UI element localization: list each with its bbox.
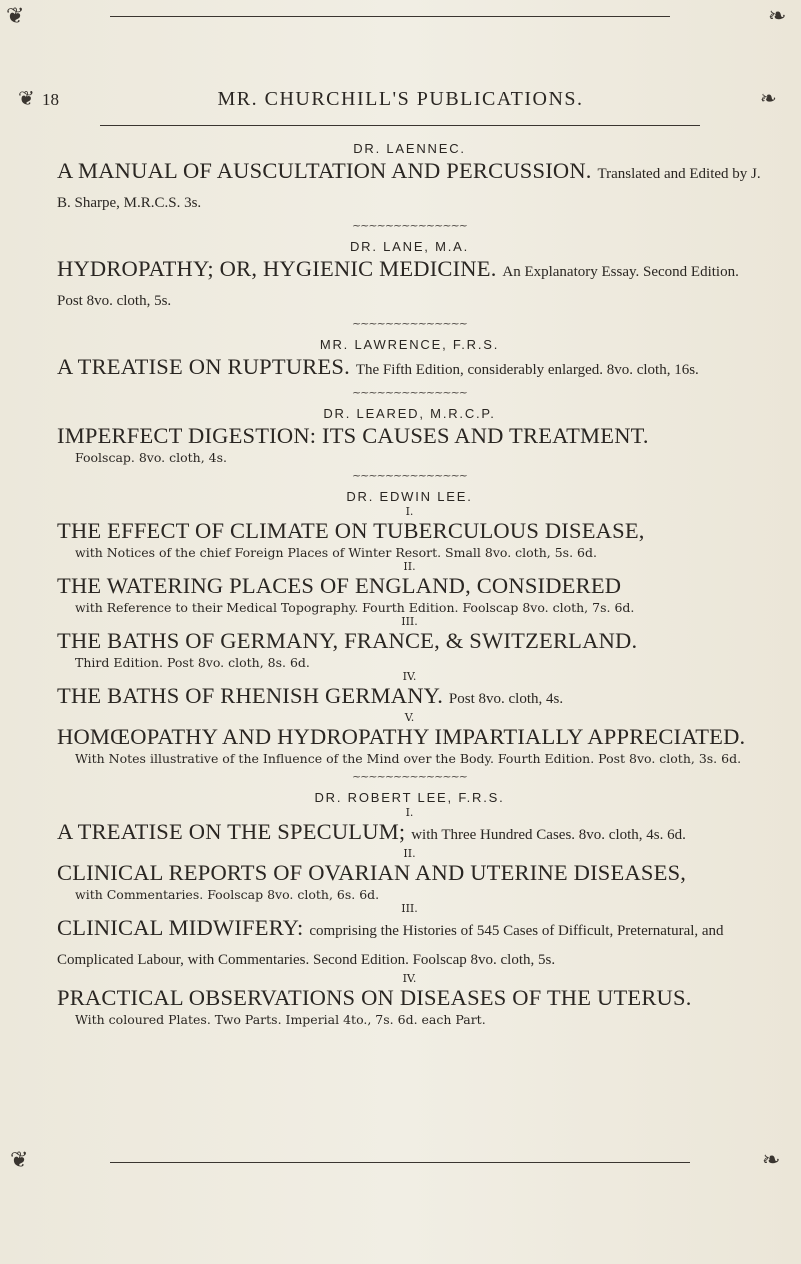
work-title: HOMŒOPATHY AND HYDROPATHY IMPARTIALLY APPRECIATED. (57, 724, 746, 749)
work-number: I. (405, 806, 414, 819)
work-title: A TREATISE ON RUPTURES. The Fifth Edition, considerably enlarged. 8vo. cloth, 16s. (57, 354, 699, 379)
work-number: IV. (402, 670, 417, 683)
work-number: I. (405, 505, 414, 518)
work-number: V. (404, 711, 415, 724)
work-number: II. (403, 847, 416, 860)
work-number: III. (401, 902, 418, 915)
top-left-fleuron-icon: ❦ (6, 4, 25, 29)
work-title: HYDROPATHY; OR, HYGIENIC MEDICINE. An Explanatory Essay. Second Edition. Post 8vo. cloth, 5s. (57, 256, 739, 309)
work-title: THE BATHS OF GERMANY, FRANCE, & SWITZERLAND. (57, 628, 638, 653)
publication-list (57, 140, 762, 1028)
work-title: A MANUAL OF AUSCULTATION AND PERCUSSION. Translated and Edited by J. B. Sharpe, M.R.C.S. 3s. (57, 158, 761, 211)
work-description: with Reference to their Medical Topography. Fourth Edition. Foolscap 8vo. cloth, 7s. 6d. (75, 600, 635, 615)
work-description: With coloured Plates. Two Parts. Imperial 4to., 7s. 6d. each Part. (75, 1012, 486, 1027)
author-heading: DR. LEARED, M.R.C.P. (323, 406, 496, 421)
right-border-ornament-icon: ❧ (760, 86, 777, 110)
author-heading: DR. EDWIN LEE. (346, 489, 473, 504)
wavy-divider-icon: ~~~~~~~~~~~~~~ (351, 469, 468, 482)
work-title: IMPERFECT DIGESTION: ITS CAUSES AND TREATMENT. (57, 423, 649, 448)
wavy-divider-icon: ~~~~~~~~~~~~~~ (351, 219, 468, 232)
work-title: THE BATHS OF RHENISH GERMANY. Post 8vo. cloth, 4s. (57, 683, 564, 708)
work-title: CLINICAL REPORTS OF OVARIAN AND UTERINE DISEASES, (57, 860, 687, 885)
work-title: PRACTICAL OBSERVATIONS ON DISEASES OF THE UTERUS. (57, 985, 692, 1010)
work-number: III. (401, 615, 418, 628)
left-border-ornament-icon: ❦ (18, 86, 35, 110)
wavy-divider-icon: ~~~~~~~~~~~~~~ (351, 770, 468, 783)
work-description: Third Edition. Post 8vo. cloth, 8s. 6d. (75, 655, 310, 670)
top-border-rule (110, 16, 670, 17)
work-title: THE WATERING PLACES OF ENGLAND, CONSIDERED (57, 573, 622, 598)
bottom-right-fleuron-icon: ❧ (762, 1148, 781, 1173)
wavy-divider-icon: ~~~~~~~~~~~~~~ (351, 317, 468, 330)
author-heading: DR. LANE, M.A. (349, 239, 470, 254)
running-title: MR. CHURCHILL'S PUBLICATIONS. (217, 88, 584, 110)
work-description: with Commentaries. Foolscap 8vo. cloth, 6s. 6d. (75, 887, 380, 902)
work-description: Foolscap. 8vo. cloth, 4s. (75, 450, 228, 465)
work-title: CLINICAL MIDWIFERY: comprising the Histories of 545 Cases of Difficult, Preternatural, and Complicated Labour, with Commentaries. Second Edition. Foolscap 8vo. cloth, 5s. (57, 915, 724, 968)
author-heading: DR. LAENNEC. (353, 141, 466, 156)
wavy-divider-icon: ~~~~~~~~~~~~~~ (351, 386, 468, 399)
bottom-left-fleuron-icon: ❦ (10, 1148, 29, 1173)
work-description: with Notices of the chief Foreign Places of Winter Resort. Small 8vo. cloth, 5s. 6d. (75, 545, 597, 560)
work-number: II. (403, 560, 416, 573)
work-title: THE EFFECT OF CLIMATE ON TUBERCULOUS DISEASE, (57, 518, 645, 543)
author-heading: MR. LAWRENCE, F.R.S. (319, 337, 500, 352)
page-number: 18 (42, 90, 59, 109)
work-title: A TREATISE ON THE SPECULUM; with Three Hundred Cases. 8vo. cloth, 4s. 6d. (57, 819, 686, 844)
author-heading: DR. ROBERT LEE, F.R.S. (314, 790, 505, 805)
bottom-border-rule (110, 1162, 690, 1163)
work-description: With Notes illustrative of the Influence of the Mind over the Body. Fourth Edition. Post 8vo. cloth, 3s. 6d. (75, 751, 742, 766)
work-number: IV. (402, 972, 417, 985)
header-rule (100, 125, 700, 126)
top-right-fleuron-icon: ❧ (768, 4, 787, 29)
